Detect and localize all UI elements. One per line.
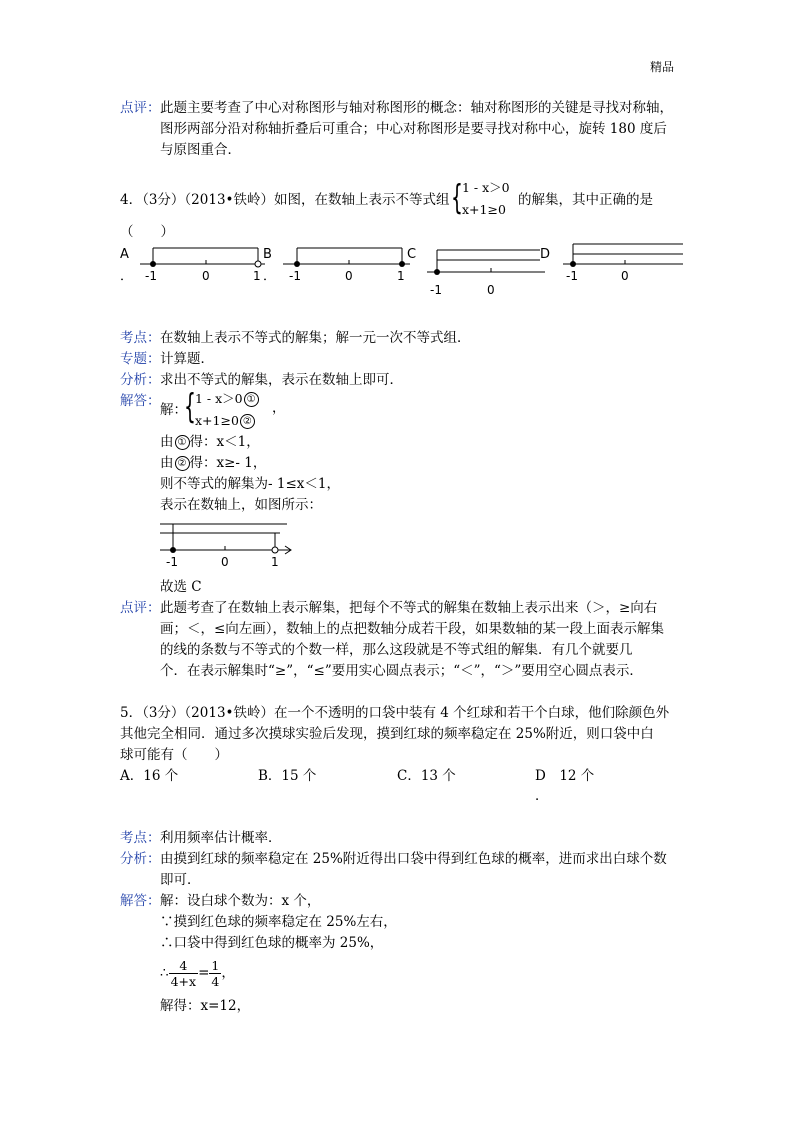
- inequality-line: 1 - x＞0 ①: [195, 389, 259, 408]
- review-line: 个．在表示解集时“≥”，“≤”要用实心圆点表示；“＜”，“＞”要用空心圆点表示．: [160, 663, 643, 679]
- kaodian-text: 在数轴上表示不等式的解集；解一元一次不等式组．: [160, 330, 471, 346]
- page-header-label: 精品: [650, 60, 675, 74]
- equation-line: ∴ $\frac{4}{4+x}$ = $\frac{1}{4}$ ，: [160, 958, 235, 989]
- fraction: $\frac{4}{4+x}$: [170, 958, 197, 989]
- zhuanti-text: 计算题．: [160, 351, 214, 367]
- inequality-line: x+1≥0 ②: [195, 411, 255, 430]
- comma: ，: [272, 400, 286, 416]
- question-stem: 球可能有（ ）: [120, 747, 228, 763]
- review-tag: 点评：: [120, 600, 161, 616]
- tick-label: -1: [145, 269, 157, 283]
- kaodian-tag: 考点：: [120, 830, 161, 846]
- solution-step: 由 ① 得：x＜1，: [160, 434, 260, 450]
- question-stem: 其他完全相同．通过多次摸球实验后发现，摸到红球的频率稳定在 25%附近，则口袋中白: [120, 726, 654, 742]
- fenxi-text: 即可．: [160, 872, 201, 888]
- hollow-dot: [255, 261, 261, 267]
- solution-number-line: [155, 518, 305, 570]
- tick-label: 0: [345, 269, 353, 283]
- option-label: C: [407, 247, 417, 262]
- tick-label: 1: [271, 555, 279, 569]
- fenxi-tag: 分析：: [120, 372, 161, 388]
- option-label: B: [263, 247, 272, 262]
- solution-step: 由 ② 得：x≥- 1，: [160, 455, 267, 471]
- fenxi-text: 求出不等式的解集，表示在数轴上即可．: [160, 372, 403, 388]
- question-stem-tail: 的解集，其中正确的是: [518, 192, 653, 208]
- option-dot: ．: [263, 269, 277, 284]
- option-b: B．15 个: [258, 768, 317, 784]
- jieda-tag: 解答：: [120, 893, 161, 909]
- inequality-line: 1 - x＞0: [462, 180, 510, 195]
- hollow-dot: [272, 547, 278, 553]
- solution-jie: 解：: [160, 402, 187, 418]
- therefore-symbol: ∴: [160, 965, 169, 981]
- option-d-dot: ．: [535, 788, 549, 804]
- jieda-tag: 解答：: [120, 393, 161, 409]
- fraction: $\frac{1}{4}$: [211, 958, 220, 989]
- circled-number: ①: [244, 392, 259, 407]
- inequality-line: x+1≥0: [462, 202, 506, 217]
- tick-label: 0: [487, 283, 495, 297]
- review-line: 此题主要考查了中心对称图形与轴对称图形的概念：轴对称图形的关键是寻找对称轴，: [160, 100, 673, 116]
- review-line: 此题考查了在数轴上表示解集，把每个不等式的解集在数轴上表示出来（＞，≥向右: [160, 600, 658, 616]
- kaodian-tag: 考点：: [120, 330, 161, 346]
- brace-symbol: {: [451, 178, 463, 218]
- solution-step: ∴口袋中得到红色球的概率为 25%，: [160, 935, 384, 951]
- question-stem: 5．（3分）（2013•铁岭）在一个不透明的口袋中装有 4 个红球和若干个白球，他们除颜色外: [120, 705, 670, 721]
- tick-label: -1: [166, 555, 178, 569]
- fenxi-text: 由摸到红球的频率稳定在 25%附近得出口袋中得到红色球的概率，进而求出白球个数: [160, 851, 667, 867]
- solid-dot: [434, 269, 440, 275]
- solution-step: ∵摸到红色球的频率稳定在 25%左右，: [160, 914, 397, 930]
- brace-symbol: {: [184, 387, 196, 427]
- solid-dot: [294, 261, 300, 267]
- solution-step: 则不等式的解集为- 1≤x＜1，: [160, 476, 340, 492]
- solid-dot: [150, 261, 156, 267]
- fenxi-tag: 分析：: [120, 851, 161, 867]
- review-line: 图形两部分沿对称轴折叠后可重合；中心对称图形是要寻找对称中心，旋转 180 度后: [160, 121, 667, 137]
- circled-number: ②: [175, 456, 190, 471]
- review-line: 与原图重合．: [160, 142, 241, 158]
- zhuanti-tag: 专题：: [120, 351, 161, 367]
- tick-label: 1: [253, 269, 261, 283]
- option-c: C．13 个: [397, 768, 456, 784]
- solution-step: 解：设白球个数为：x 个，: [160, 893, 321, 909]
- solution-step: 解得：x=12，: [160, 998, 251, 1014]
- answer-paren: （ ）: [120, 224, 174, 240]
- circled-number: ②: [240, 414, 255, 429]
- option-dot: ．: [120, 269, 134, 284]
- tick-label: -1: [566, 269, 578, 283]
- tick-label: -1: [289, 269, 301, 283]
- solid-dot: [399, 261, 405, 267]
- question-stem: 4．（3分）（2013•铁岭）如图，在数轴上表示不等式组: [120, 192, 450, 208]
- review-line: 的线的条数与不等式的个数一样，那么这段就是不等式组的解集．有几个就要几: [160, 642, 633, 658]
- tick-label: 1: [397, 269, 405, 283]
- tick-label: 0: [621, 269, 629, 283]
- solid-dot: [170, 547, 176, 553]
- tick-label: 0: [221, 555, 229, 569]
- option-label: A: [120, 247, 129, 262]
- solution-step: 表示在数轴上，如图所示：: [160, 497, 322, 513]
- option-d: D 12 个: [535, 768, 595, 784]
- review-line: 画；＜，≤向左画），数轴上的点把数轴分成若干段，如果数轴的某一段上面表示解集: [160, 621, 665, 637]
- review-tag: 点评：: [120, 100, 161, 116]
- options-number-lines: [115, 240, 685, 302]
- kaodian-text: 利用频率估计概率．: [160, 830, 282, 846]
- tick-label: -1: [430, 283, 442, 297]
- answer-choice: 故选 C: [160, 579, 202, 595]
- solid-dot: [570, 261, 576, 267]
- circled-number: ①: [175, 435, 190, 450]
- tick-label: 0: [202, 269, 210, 283]
- option-label: D: [540, 247, 551, 262]
- option-a: A．16 个: [120, 768, 179, 784]
